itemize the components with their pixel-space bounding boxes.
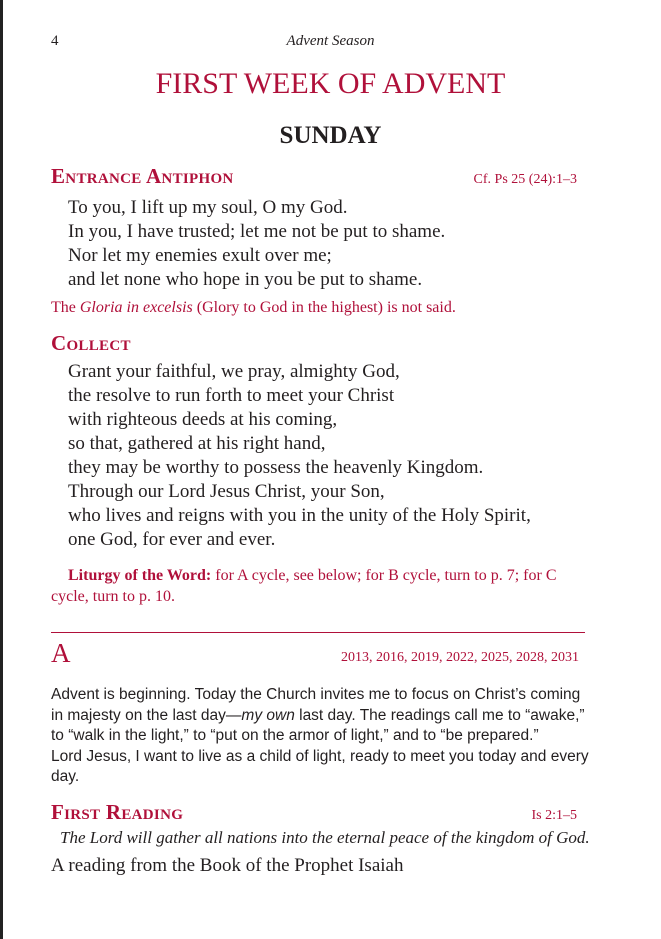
rubric-title: Gloria in excelsis [79,299,193,316]
first-reading-summary: The Lord will gather all nations into the eternal peace of the kingdom of God. [60,828,590,847]
intro-line: Advent is beginning. Today the Church invites me to focus on Christ’s coming [51,686,581,703]
collect-line: Grant your faithful, we pray, almighty God, [68,361,400,382]
collect-line: Through our Lord Jesus Christ, your Son, [68,481,385,502]
cycle-letter: A [51,638,71,668]
entrance-antiphon-text [68,196,445,292]
first-reading-heading: First Reading [51,800,184,824]
collect-heading: Collect [51,331,131,355]
intro-emphasis: my own [241,706,295,724]
first-reading-reference: Is 2:1–5 [531,808,577,823]
antiphon-line: To you, I lift up my soul, O my God. [68,197,348,218]
cycle-years: 2013, 2016, 2019, 2022, 2025, 2028, 2031 [341,650,579,665]
intro-line: Lord Jesus, I want to live as a child of light, ready to meet you today and every [51,747,589,765]
running-head: Advent Season [286,33,375,49]
rubric-prefix: The [51,299,80,316]
liturgy-note-label: Liturgy of the Word: [68,567,212,584]
collect-line: the resolve to run forth to meet your Christ [68,385,395,406]
first-reading-intro: A reading from the Book of the Prophet Isaiah [51,855,404,876]
liturgy-of-the-word-note [51,565,591,607]
section-divider [51,632,585,633]
intro-text: last day. The readings call me to “awake,” [294,706,585,724]
collect-line: with righteous deeds at his coming, [68,409,338,430]
liturgy-note-text: for A cycle, see below; for B cycle, turn to p. 7; for C cycle, turn to p. 10. [51,567,557,605]
collect-text [68,360,531,552]
intro-text: in majesty on the last day— [51,706,242,724]
entrance-antiphon-heading: Entrance Antiphon [51,164,234,188]
intro-line: day. [51,768,80,785]
intro-line [51,706,591,727]
rubric-suffix: (Glory to God in the highest) is not said. [192,299,456,316]
reflection-intro [51,685,591,788]
collect-line: one God, for ever and ever. [68,529,276,550]
collect-line: so that, gathered at his right hand, [68,433,326,454]
intro-line: to “walk in the light,” to “put on the armor of light,” and to “be prepared.” [51,727,539,744]
gloria-rubric [51,299,456,317]
entrance-antiphon-reference: Cf. Ps 25 (24):1–3 [473,172,577,187]
antiphon-line: and let none who hope in you be put to shame. [68,269,423,290]
page-number: 4 [51,33,59,49]
week-title: FIRST WEEK OF ADVENT [155,67,506,100]
collect-line: who lives and reigns with you in the unity of the Holy Spirit, [68,505,531,526]
collect-line: they may be worthy to possess the heavenly Kingdom. [68,457,484,478]
day-title: SUNDAY [279,122,382,149]
antiphon-line: Nor let my enemies exult over me; [68,245,332,266]
antiphon-line: In you, I have trusted; let me not be put to shame. [68,221,446,242]
